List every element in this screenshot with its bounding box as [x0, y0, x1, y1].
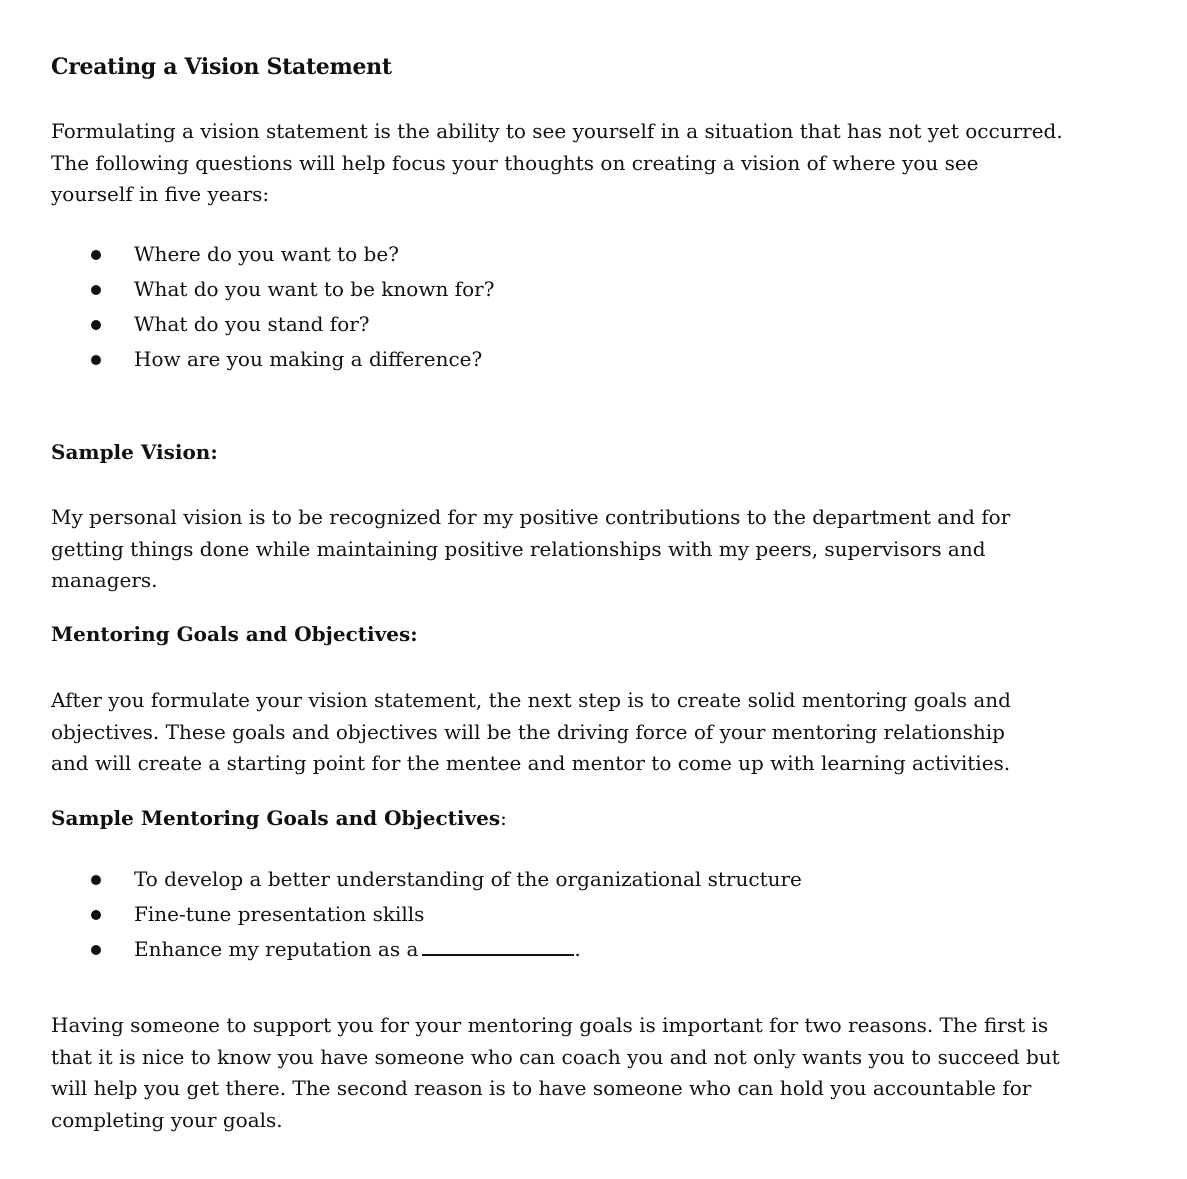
sample-vision-line: My personal vision is to be recognized for my positive contributions to the department and for: [51, 505, 1011, 529]
bullet-icon: [91, 250, 101, 260]
closing-line: Having someone to support you for your mentoring goals is important for two reasons. The first is: [51, 1013, 1049, 1037]
bullet-icon: [91, 875, 101, 885]
intro-line: yourself in five years:: [51, 182, 270, 206]
sample-goals-heading: [51, 806, 507, 830]
closing-line: will help you get there. The second reason is to have someone who can hold you accountable for: [51, 1076, 1032, 1100]
sample-goals-heading-text: Sample Mentoring Goals and Objectives: [51, 806, 501, 830]
list-item-text-with-blank: [134, 932, 581, 967]
bullet-icon: [91, 320, 101, 330]
mentoring-goals-line: objectives. These goals and objectives will be the driving force of your mentoring relationship: [51, 719, 1005, 744]
list-item-text: What do you want to be known for?: [134, 277, 495, 301]
blank-period: .: [574, 937, 581, 961]
list-item-text: To develop a better understanding of the organizational structure: [134, 867, 802, 891]
list-item-text: Fine-tune presentation skills: [134, 902, 425, 926]
closing-line: completing your goals.: [51, 1107, 283, 1132]
intro-line: Formulating a vision statement is the ability to see yourself in a situation that has not yet occurred.: [51, 119, 1063, 143]
list-item-text: What do you stand for?: [134, 312, 370, 336]
intro-paragraph: [51, 116, 1141, 211]
sample-goals-heading-colon: :: [500, 806, 507, 830]
list-item-text: How are you making a difference?: [134, 347, 483, 371]
bullet-icon: [91, 355, 101, 365]
list-item-text: Enhance my reputation as a: [134, 937, 419, 961]
sample-vision-heading: Sample Vision:: [51, 440, 218, 464]
list-item-text: Where do you want to be?: [134, 242, 399, 266]
intro-line: The following questions will help focus your thoughts on creating a vision of where you see: [51, 150, 979, 175]
closing-paragraph: [51, 1010, 1141, 1136]
closing-line: that it is nice to know you have someone who can coach you and not only wants you to succeed but: [51, 1044, 1060, 1069]
sample-vision-paragraph: [51, 502, 1141, 597]
bullet-icon: [91, 285, 101, 295]
bullet-icon: [91, 945, 101, 955]
sample-vision-line: managers.: [51, 568, 158, 592]
mentoring-goals-line: After you formulate your vision statement, the next step is to create solid mentoring goals and: [51, 688, 1011, 712]
document-title: Creating a Vision Statement: [51, 54, 392, 80]
sample-vision-line: getting things done while maintaining positive relationships with my peers, supervisors and: [51, 536, 986, 561]
mentoring-goals-line: and will create a starting point for the mentee and mentor to come up with learning activities.: [51, 751, 1011, 775]
mentoring-goals-heading: Mentoring Goals and Objectives:: [51, 622, 418, 646]
mentoring-goals-paragraph: [51, 685, 1141, 780]
fill-in-blank-line: [422, 936, 574, 956]
bullet-icon: [91, 910, 101, 920]
